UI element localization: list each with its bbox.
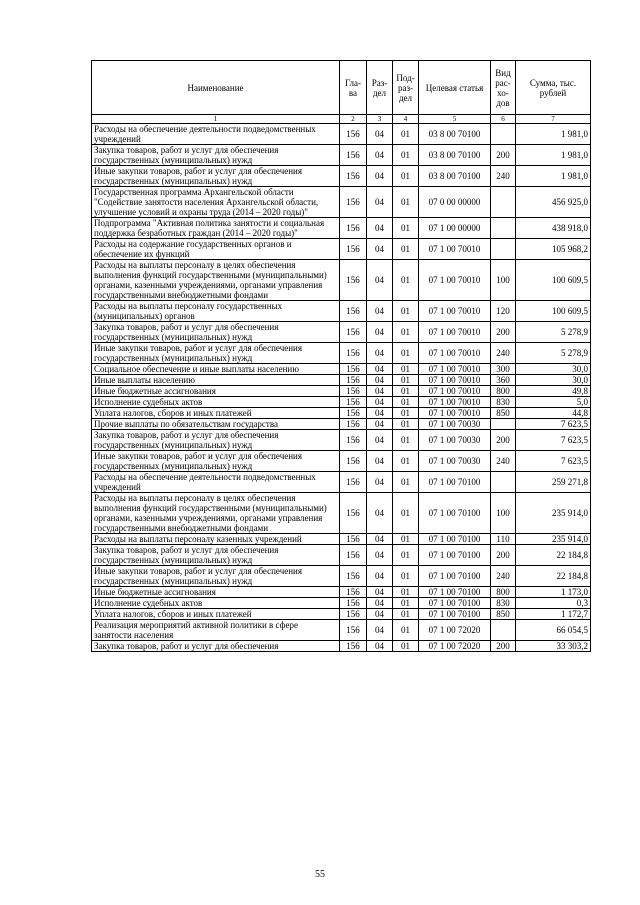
row-name: Иные закупки товаров, работ и услуг для обеспечения государственных (муниципальных) нужд [92, 166, 340, 187]
row-glava: 156 [340, 493, 367, 534]
row-name: Исполнение судебных актов [92, 397, 340, 408]
row-target: 07 1 00 70030 [419, 430, 491, 451]
row-name: Расходы на выплаты персоналу казенных учреждений [92, 534, 340, 545]
table-row [92, 322, 591, 343]
table-row [92, 343, 591, 364]
row-podrazdel: 01 [393, 322, 419, 343]
row-razdel: 04 [367, 124, 393, 145]
row-sum: 1 981,0 [516, 124, 591, 145]
row-target: 07 1 00 70100 [419, 493, 491, 534]
row-sum: 30,0 [516, 364, 591, 375]
row-target: 07 1 00 00000 [419, 218, 491, 239]
row-name: Прочие выплаты по обязательствам государства [92, 419, 340, 430]
row-vid [491, 239, 516, 260]
row-razdel: 04 [367, 408, 393, 419]
column-number-row [92, 115, 591, 124]
row-glava: 156 [340, 386, 367, 397]
row-sum: 1 981,0 [516, 145, 591, 166]
table-row [92, 301, 591, 322]
row-name: Иные закупки товаров, работ и услуг для обеспечения государственных (муниципальных) нужд [92, 343, 340, 364]
row-podrazdel: 01 [393, 545, 419, 566]
row-sum: 5,0 [516, 397, 591, 408]
row-target: 07 1 00 70010 [419, 364, 491, 375]
row-vid: 240 [491, 343, 516, 364]
row-razdel: 04 [367, 187, 393, 218]
row-target: 03 8 00 70100 [419, 124, 491, 145]
row-name: Иные бюджетные ассигнования [92, 587, 340, 598]
row-podrazdel: 01 [393, 166, 419, 187]
col-number: 4 [393, 115, 419, 124]
row-razdel: 04 [367, 343, 393, 364]
row-podrazdel: 01 [393, 364, 419, 375]
table-row [92, 364, 591, 375]
row-vid: 200 [491, 322, 516, 343]
table-row [92, 166, 591, 187]
row-target: 07 1 00 70100 [419, 598, 491, 609]
row-sum: 438 918,0 [516, 218, 591, 239]
row-name: Закупка товаров, работ и услуг для обеспечения государственных (муниципальных) нужд [92, 430, 340, 451]
row-glava: 156 [340, 472, 367, 493]
row-name: Иные закупки товаров, работ и услуг для обеспечения государственных (муниципальных) нужд [92, 566, 340, 587]
row-sum: 1 172,7 [516, 609, 591, 620]
row-glava: 156 [340, 364, 367, 375]
row-razdel: 04 [367, 493, 393, 534]
row-razdel: 04 [367, 145, 393, 166]
row-podrazdel: 01 [393, 566, 419, 587]
row-vid: 360 [491, 375, 516, 386]
row-podrazdel: 01 [393, 620, 419, 641]
row-podrazdel: 01 [393, 472, 419, 493]
row-sum: 5 278,9 [516, 343, 591, 364]
row-vid [491, 620, 516, 641]
row-name: Иные выплаты населению [92, 375, 340, 386]
row-podrazdel: 01 [393, 397, 419, 408]
row-name: Расходы на обеспечение деятельности подведомственных учреждений [92, 472, 340, 493]
row-vid [491, 124, 516, 145]
row-razdel: 04 [367, 218, 393, 239]
row-sum: 66 054,5 [516, 620, 591, 641]
table-row [92, 430, 591, 451]
header-vid: Вид рас-хо-дов [491, 61, 516, 115]
row-target: 07 1 00 70010 [419, 397, 491, 408]
table-row [92, 397, 591, 408]
row-glava: 156 [340, 260, 367, 301]
row-sum: 1 173,0 [516, 587, 591, 598]
row-vid: 120 [491, 301, 516, 322]
col-number: 1 [92, 115, 340, 124]
row-target: 03 8 00 70100 [419, 166, 491, 187]
col-number: 6 [491, 115, 516, 124]
row-vid: 800 [491, 587, 516, 598]
row-name: Подпрограмма "Активная политика занятости и социальная поддержка безработных граждан (2014 – 2020 годы)" [92, 218, 340, 239]
row-vid: 200 [491, 545, 516, 566]
row-razdel: 04 [367, 566, 393, 587]
row-name: Иные бюджетные ассигнования [92, 386, 340, 397]
row-podrazdel: 01 [393, 430, 419, 451]
row-sum: 100 609,5 [516, 301, 591, 322]
row-vid: 110 [491, 534, 516, 545]
row-razdel: 04 [367, 364, 393, 375]
table-row [92, 641, 591, 652]
row-target: 07 1 00 70100 [419, 534, 491, 545]
row-razdel: 04 [367, 451, 393, 472]
table-row [92, 620, 591, 641]
row-target: 07 1 00 70010 [419, 386, 491, 397]
row-vid: 200 [491, 641, 516, 652]
row-glava: 156 [340, 534, 367, 545]
row-sum: 100 609,5 [516, 260, 591, 301]
row-glava: 156 [340, 566, 367, 587]
row-target: 07 1 00 70100 [419, 472, 491, 493]
table-row [92, 239, 591, 260]
row-name: Расходы на выплаты персоналу в целях обеспечения выполнения функций государственными (муниципальными) органами, казенными учреждениями, органами управления государственными внебюджетными фондами [92, 493, 340, 534]
row-glava: 156 [340, 545, 367, 566]
row-vid [491, 218, 516, 239]
row-podrazdel: 01 [393, 609, 419, 620]
row-name: Реализация мероприятий активной политики в сфере занятости населения [92, 620, 340, 641]
header-razdel: Раз-дел [367, 61, 393, 115]
row-razdel: 04 [367, 472, 393, 493]
row-sum: 22 184,8 [516, 545, 591, 566]
table-row [92, 451, 591, 472]
col-number: 2 [340, 115, 367, 124]
row-target: 07 1 00 70030 [419, 451, 491, 472]
row-podrazdel: 01 [393, 451, 419, 472]
row-razdel: 04 [367, 166, 393, 187]
row-glava: 156 [340, 609, 367, 620]
row-target: 07 1 00 70100 [419, 545, 491, 566]
row-glava: 156 [340, 187, 367, 218]
row-sum: 30,0 [516, 375, 591, 386]
col-number: 3 [367, 115, 393, 124]
row-razdel: 04 [367, 375, 393, 386]
row-glava: 156 [340, 430, 367, 451]
budget-table [91, 60, 591, 652]
row-name: Расходы на обеспечение деятельности подведомственных учреждений [92, 124, 340, 145]
row-name: Исполнение судебных актов [92, 598, 340, 609]
row-target: 07 1 00 70010 [419, 260, 491, 301]
row-vid [491, 472, 516, 493]
row-razdel: 04 [367, 419, 393, 430]
row-target: 07 1 00 70010 [419, 301, 491, 322]
header-target: Целевая статья [419, 61, 491, 115]
table-row [92, 419, 591, 430]
row-glava: 156 [340, 322, 367, 343]
header-row [92, 61, 591, 115]
row-podrazdel: 01 [393, 386, 419, 397]
row-razdel: 04 [367, 609, 393, 620]
row-name: Уплата налогов, сборов и иных платежей [92, 408, 340, 419]
table-row [92, 408, 591, 419]
row-vid: 830 [491, 598, 516, 609]
row-sum: 235 914,0 [516, 493, 591, 534]
row-name: Закупка товаров, работ и услуг для обеспечения [92, 641, 340, 652]
table-row [92, 609, 591, 620]
row-sum: 105 968,2 [516, 239, 591, 260]
table-row [92, 534, 591, 545]
row-vid: 200 [491, 430, 516, 451]
row-glava: 156 [340, 218, 367, 239]
row-sum: 7 623,5 [516, 451, 591, 472]
header-name: Наименование [92, 61, 340, 115]
table-row [92, 218, 591, 239]
row-sum: 235 914,0 [516, 534, 591, 545]
row-podrazdel: 01 [393, 218, 419, 239]
row-target: 07 1 00 70010 [419, 343, 491, 364]
col-number: 5 [419, 115, 491, 124]
row-podrazdel: 01 [393, 375, 419, 386]
row-sum: 1 981,0 [516, 166, 591, 187]
row-podrazdel: 01 [393, 419, 419, 430]
row-razdel: 04 [367, 397, 393, 408]
row-name: Государственная программа Архангельской области "Содействие занятости населения Архангельской области, улучшение условий и охраны труда (2014 – 2020 годы)" [92, 187, 340, 218]
row-vid: 100 [491, 493, 516, 534]
row-razdel: 04 [367, 598, 393, 609]
row-name: Иные закупки товаров, работ и услуг для обеспечения государственных (муниципальных) нужд [92, 451, 340, 472]
row-target: 03 8 00 70100 [419, 145, 491, 166]
row-razdel: 04 [367, 641, 393, 652]
row-razdel: 04 [367, 260, 393, 301]
row-glava: 156 [340, 397, 367, 408]
row-podrazdel: 01 [393, 534, 419, 545]
header-podrazdel: Под-раз-дел [393, 61, 419, 115]
row-name: Закупка товаров, работ и услуг для обеспечения государственных (муниципальных) нужд [92, 545, 340, 566]
row-sum: 49,8 [516, 386, 591, 397]
row-razdel: 04 [367, 322, 393, 343]
row-name: Расходы на выплаты персоналу в целях обеспечения выполнения функций государственными (муниципальными) органами, казенными учреждениями, органами управления государственными внебюджетными фондами [92, 260, 340, 301]
table-row [92, 598, 591, 609]
row-vid: 850 [491, 609, 516, 620]
row-podrazdel: 01 [393, 408, 419, 419]
row-podrazdel: 01 [393, 343, 419, 364]
row-glava: 156 [340, 166, 367, 187]
row-podrazdel: 01 [393, 124, 419, 145]
row-vid: 800 [491, 386, 516, 397]
row-glava: 156 [340, 408, 367, 419]
col-number: 7 [516, 115, 591, 124]
row-podrazdel: 01 [393, 260, 419, 301]
row-razdel: 04 [367, 239, 393, 260]
table-row [92, 493, 591, 534]
row-vid: 300 [491, 364, 516, 375]
row-name: Расходы на содержание государственных органов и обеспечение их функций [92, 239, 340, 260]
table-row [92, 375, 591, 386]
row-podrazdel: 01 [393, 493, 419, 534]
row-target: 07 1 00 70030 [419, 419, 491, 430]
row-target: 07 1 00 70010 [419, 322, 491, 343]
row-glava: 156 [340, 145, 367, 166]
row-vid [491, 419, 516, 430]
row-sum: 44,8 [516, 408, 591, 419]
row-podrazdel: 01 [393, 587, 419, 598]
row-name: Расходы на выплаты персоналу государственных (муниципальных) органов [92, 301, 340, 322]
row-vid: 830 [491, 397, 516, 408]
row-target: 07 1 00 70100 [419, 609, 491, 620]
row-sum: 5 278,9 [516, 322, 591, 343]
row-podrazdel: 01 [393, 187, 419, 218]
table-row [92, 587, 591, 598]
row-sum: 7 623,5 [516, 430, 591, 451]
row-sum: 22 184,8 [516, 566, 591, 587]
row-glava: 156 [340, 620, 367, 641]
row-razdel: 04 [367, 301, 393, 322]
document-page [91, 60, 590, 652]
table-row [92, 124, 591, 145]
page-number: 55 [315, 869, 325, 880]
row-vid: 240 [491, 166, 516, 187]
row-glava: 156 [340, 343, 367, 364]
row-glava: 156 [340, 641, 367, 652]
row-name: Социальное обеспечение и иные выплаты населению [92, 364, 340, 375]
row-podrazdel: 01 [393, 145, 419, 166]
header-glava: Гла-ва [340, 61, 367, 115]
row-glava: 156 [340, 301, 367, 322]
row-sum: 259 271,8 [516, 472, 591, 493]
row-podrazdel: 01 [393, 641, 419, 652]
row-podrazdel: 01 [393, 598, 419, 609]
row-vid: 850 [491, 408, 516, 419]
table-row [92, 386, 591, 397]
table-row [92, 145, 591, 166]
row-glava: 156 [340, 375, 367, 386]
row-vid [491, 187, 516, 218]
row-target: 07 1 00 70100 [419, 566, 491, 587]
row-vid: 100 [491, 260, 516, 301]
table-row [92, 472, 591, 493]
table-body [92, 124, 591, 652]
row-sum: 33 303,2 [516, 641, 591, 652]
row-target: 07 1 00 72020 [419, 620, 491, 641]
row-target: 07 1 00 70010 [419, 239, 491, 260]
table-row [92, 566, 591, 587]
row-target: 07 1 00 70100 [419, 587, 491, 598]
header-sum: Сумма, тыс. рублей [516, 61, 591, 115]
row-sum: 456 925,0 [516, 187, 591, 218]
row-sum: 7 623,5 [516, 419, 591, 430]
row-vid: 240 [491, 566, 516, 587]
row-glava: 156 [340, 419, 367, 430]
row-podrazdel: 01 [393, 239, 419, 260]
row-glava: 156 [340, 598, 367, 609]
table-row [92, 260, 591, 301]
row-razdel: 04 [367, 430, 393, 451]
row-name: Закупка товаров, работ и услуг для обеспечения государственных (муниципальных) нужд [92, 145, 340, 166]
row-glava: 156 [340, 124, 367, 145]
row-glava: 156 [340, 239, 367, 260]
row-vid: 240 [491, 451, 516, 472]
row-target: 07 0 00 00000 [419, 187, 491, 218]
row-razdel: 04 [367, 545, 393, 566]
row-name: Уплата налогов, сборов и иных платежей [92, 609, 340, 620]
row-razdel: 04 [367, 587, 393, 598]
table-row [92, 187, 591, 218]
row-sum: 0,3 [516, 598, 591, 609]
row-glava: 156 [340, 451, 367, 472]
row-name: Закупка товаров, работ и услуг для обеспечения государственных (муниципальных) нужд [92, 322, 340, 343]
row-glava: 156 [340, 587, 367, 598]
row-vid: 200 [491, 145, 516, 166]
row-target: 07 1 00 72020 [419, 641, 491, 652]
row-target: 07 1 00 70010 [419, 375, 491, 386]
table-row [92, 545, 591, 566]
row-razdel: 04 [367, 534, 393, 545]
row-razdel: 04 [367, 386, 393, 397]
row-razdel: 04 [367, 620, 393, 641]
row-podrazdel: 01 [393, 301, 419, 322]
row-target: 07 1 00 70010 [419, 408, 491, 419]
